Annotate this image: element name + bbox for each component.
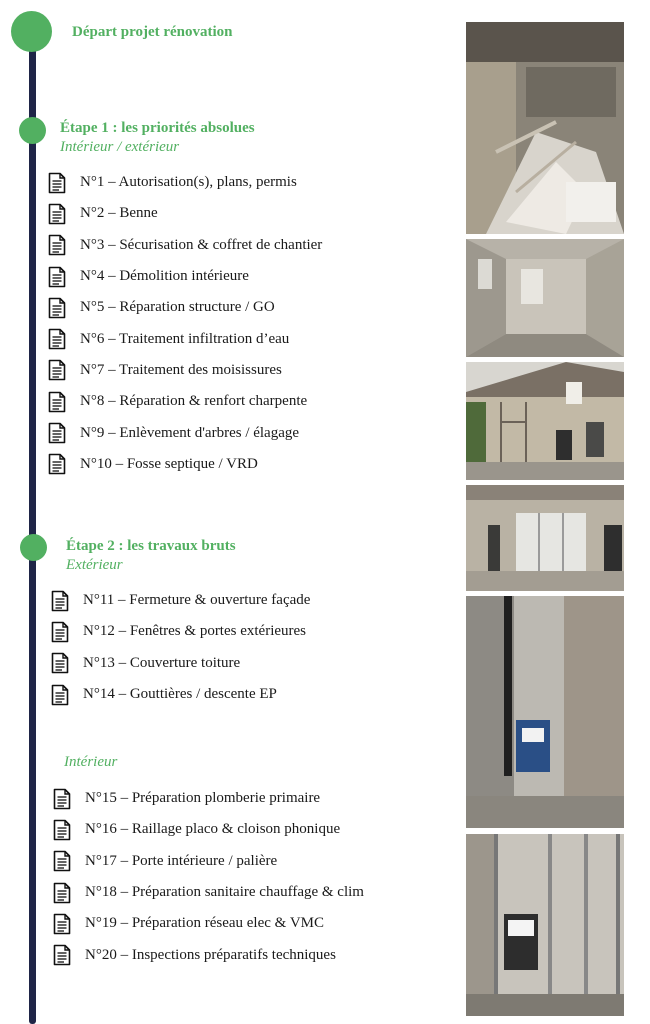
timeline-step2-dot [20, 534, 47, 561]
list-item-label: N°17 – Porte intérieure / palière [85, 852, 278, 869]
document-icon [48, 422, 66, 444]
document-icon [48, 328, 66, 350]
step2-title: Étape 2 : les travaux bruts [66, 538, 236, 554]
document-icon [48, 203, 66, 225]
list-item-label: N°13 – Couverture toiture [83, 654, 241, 671]
photo-demolition-debris [466, 22, 624, 234]
document-icon [53, 913, 71, 935]
document-icon [53, 850, 71, 872]
document-icon [48, 172, 66, 194]
timeline-start-dot [11, 11, 52, 52]
list-item [51, 616, 310, 647]
document-icon [53, 819, 71, 841]
timeline-line [29, 20, 36, 1024]
photo-facade-scaffolding [466, 362, 624, 480]
document-icon [51, 684, 69, 706]
list-item [53, 877, 364, 908]
list-item-label: N°1 – Autorisation(s), plans, permis [80, 174, 297, 191]
list-item [53, 846, 364, 877]
document-icon [51, 590, 69, 612]
step1-list [48, 167, 322, 480]
document-icon [53, 882, 71, 904]
list-item-label: N°19 – Préparation réseau elec & VMC [85, 915, 324, 932]
list-item-label: N°11 – Fermeture & ouverture façade [83, 592, 311, 609]
document-icon [53, 944, 71, 966]
step2-interior-subtitle: Intérieur [64, 754, 118, 770]
list-item [51, 585, 310, 616]
list-item [48, 449, 322, 480]
list-item-label: N°8 – Réparation & renfort charpente [80, 393, 308, 410]
document-icon [48, 391, 66, 413]
list-item [48, 167, 322, 198]
list-item-label: N°3 – Sécurisation & coffret de chantier [80, 236, 323, 253]
list-item [53, 783, 364, 814]
document-icon [48, 234, 66, 256]
photo-empty-interior [466, 239, 624, 357]
photo-plumbing-frame [466, 596, 624, 828]
list-item [53, 939, 364, 970]
list-item-label: N°9 – Enlèvement d'arbres / élagage [80, 424, 300, 441]
step2-interior-list [53, 783, 364, 971]
list-item-label: N°20 – Inspections préparatifs techniques [85, 946, 336, 963]
photo-stud-wall [466, 834, 624, 1016]
list-item-label: N°15 – Préparation plomberie primaire [85, 790, 321, 807]
list-item [51, 679, 310, 710]
document-icon [48, 266, 66, 288]
step2-exterior-subtitle: Extérieur [66, 557, 123, 573]
list-item-label: N°6 – Traitement infiltration d’eau [80, 330, 290, 347]
list-item-label: N°4 – Démolition intérieure [80, 268, 249, 285]
list-item-label: N°18 – Préparation sanitaire chauffage & clim [85, 884, 364, 901]
list-item-label: N°12 – Fenêtres & portes extérieures [83, 623, 307, 640]
photo-facade-opening [466, 485, 624, 591]
step1-subtitle: Intérieur / extérieur [60, 139, 180, 155]
list-item-label: N°2 – Benne [80, 205, 158, 222]
document-icon [48, 453, 66, 475]
list-item [53, 908, 364, 939]
list-item [51, 648, 310, 679]
list-item [48, 230, 322, 261]
list-item-label: N°14 – Gouttières / descente EP [83, 686, 277, 703]
list-item [48, 355, 322, 386]
list-item-label: N°7 – Traitement des moisissures [80, 361, 282, 378]
list-item [48, 417, 322, 448]
step1-title: Étape 1 : les priorités absolues [60, 120, 255, 136]
start-heading: Départ projet rénovation [72, 24, 233, 40]
document-icon [53, 788, 71, 810]
document-icon [48, 297, 66, 319]
document-icon [51, 621, 69, 643]
list-item-label: N°16 – Raillage placo & cloison phonique [85, 821, 341, 838]
document-icon [48, 359, 66, 381]
timeline-step1-dot [19, 117, 46, 144]
list-item [53, 814, 364, 845]
list-item [48, 292, 322, 323]
list-item-label: N°10 – Fosse septique / VRD [80, 455, 258, 472]
list-item [48, 386, 322, 417]
step2-exterior-list [51, 585, 310, 710]
list-item [48, 198, 322, 229]
document-icon [51, 652, 69, 674]
list-item [48, 261, 322, 292]
list-item-label: N°5 – Réparation structure / GO [80, 299, 275, 316]
list-item [48, 323, 322, 354]
